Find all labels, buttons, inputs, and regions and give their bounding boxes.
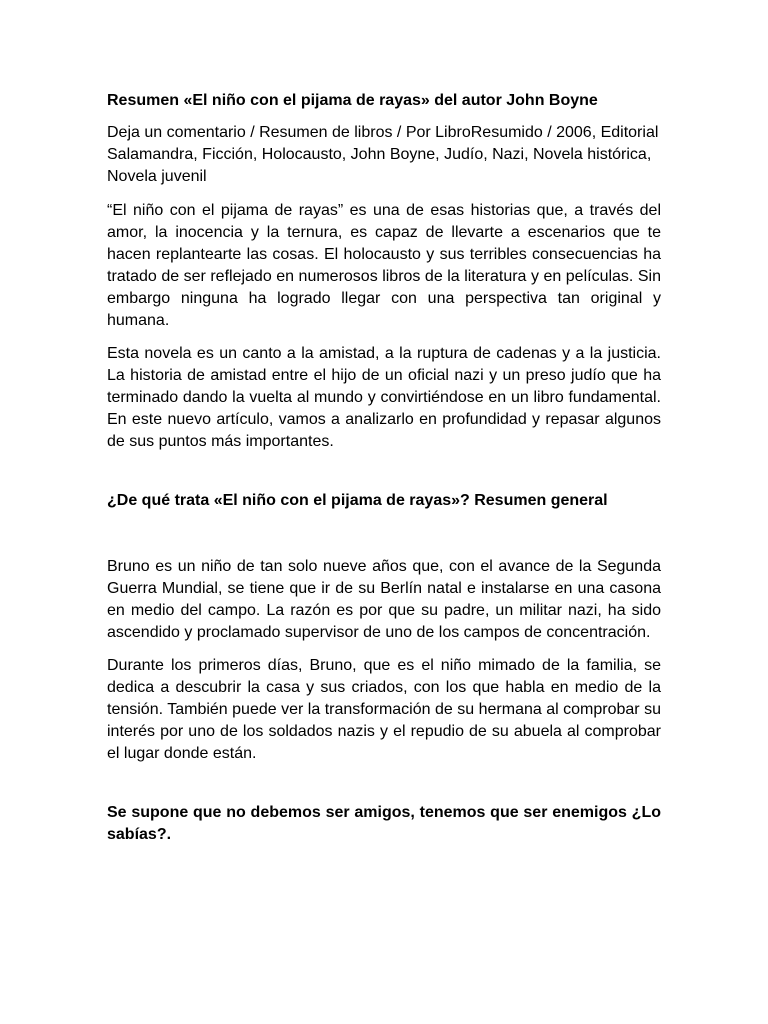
intro-paragraph-2: Esta novela es un canto a la amistad, a la ruptura de cadenas y a la justicia. La historia de amistad entre el hijo de un oficial nazi y un preso judío que ha terminado dando la vuelta al mundo y convirtiéndose en un libro fundamental. En este nuevo artículo, vamos a analizarlo en profundidad y repasar algunos de sus puntos más importantes. [107,345,661,450]
post-meta: Deja un comentario / Resumen de libros / Por LibroResumido / 2006, Editorial Salamandra, Ficción, Holocausto, John Boyne, Judío, Nazi, Novela histórica, Novela juvenil [107,124,659,185]
quote-heading: Se supone que no debemos ser amigos, tenemos que ser enemigos ¿Lo sabías?. [107,804,661,843]
document-page [107,90,661,846]
section-paragraph-2: Durante los primeros días, Bruno, que es el niño mimado de la familia, se dedica a descubrir la casa y sus criados, con los que habla en medio de la tensión. También puede ver la transformación de su hermana al comprobar su interés por uno de los soldados nazis y el repudio de su abuela al comprobar el lugar donde están. [107,657,661,762]
document-title: Resumen «El niño con el pijama de rayas» del autor John Boyne [107,92,598,109]
section-paragraph-1: Bruno es un niño de tan solo nueve años que, con el avance de la Segunda Guerra Mundial, se tiene que ir de su Berlín natal e instalarse en una casona en medio del campo. La razón es por que su padre, un militar nazi, ha sido ascendido y proclamado supervisor de uno de los campos de concentración. [107,558,661,641]
intro-paragraph-1: “El niño con el pijama de rayas” es una de esas historias que, a través del amor, la inocencia y la ternura, es capaz de llevarte a escenarios que te hacen replantearte las cosas. El holocausto y sus terribles consecuencias ha tratado de ser reflejado en numerosos libros de la literatura y en películas. Sin embargo ninguna ha logrado llegar con una perspectiva tan original y humana. [107,202,661,329]
section-heading: ¿De qué trata «El niño con el pijama de rayas»? Resumen general [107,492,608,509]
